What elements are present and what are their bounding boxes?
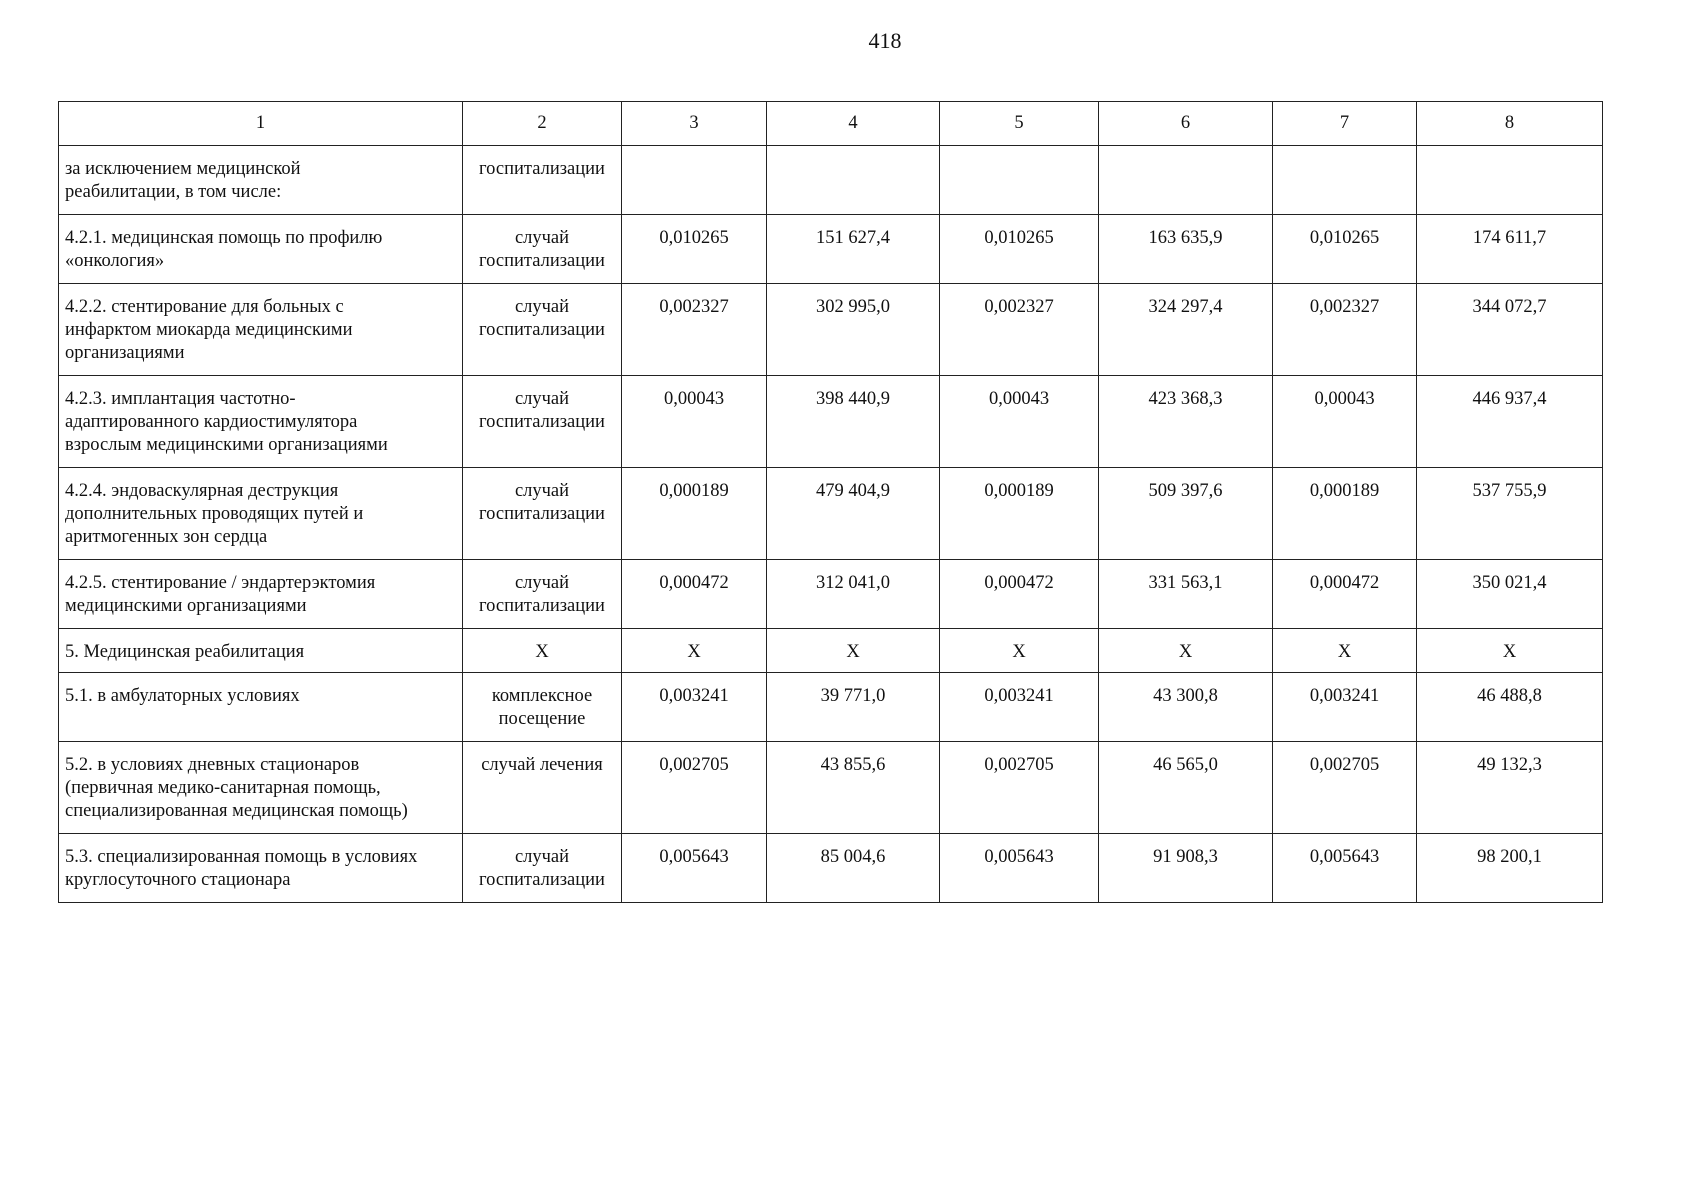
cell-text: 302 995,0 xyxy=(816,297,890,317)
value-cell xyxy=(622,629,767,673)
cell-text: 0,005643 xyxy=(659,847,729,867)
value-cell xyxy=(622,673,767,742)
value-cell xyxy=(1099,834,1273,903)
cell-text: 46 488,8 xyxy=(1477,686,1542,706)
cell-text: 43 855,6 xyxy=(820,755,886,775)
cell-text: 446 937,4 xyxy=(1472,389,1547,409)
table-row xyxy=(59,215,1603,284)
cell-text: Х xyxy=(1178,642,1193,662)
cell-text: 350 021,4 xyxy=(1472,573,1547,593)
value-cell xyxy=(1273,284,1417,376)
cell-text: 479 404,9 xyxy=(816,481,890,501)
value-cell xyxy=(622,560,767,629)
data-table xyxy=(58,101,1603,903)
cell-text: Х xyxy=(1012,642,1026,662)
cell-text: 0,002327 xyxy=(1309,297,1380,317)
value-cell xyxy=(767,629,940,673)
cell-text: 0,000189 xyxy=(984,481,1054,501)
cell-text: 0,000189 xyxy=(1309,481,1380,501)
header-cell: 7 xyxy=(1273,102,1417,146)
cell-text: 5. Медицинская реабилитация xyxy=(65,642,305,662)
value-cell xyxy=(1417,376,1603,468)
row-name-cell xyxy=(59,215,463,284)
cell-text: 0,003241 xyxy=(659,686,729,706)
row-name-cell xyxy=(59,468,463,560)
header-cell: 1 xyxy=(59,102,463,146)
cell-text: случай госпитализации xyxy=(479,573,605,616)
value-cell xyxy=(767,215,940,284)
value-cell xyxy=(1099,146,1273,215)
value-cell xyxy=(940,146,1099,215)
value-cell xyxy=(1099,742,1273,834)
cell-text: 423 368,3 xyxy=(1148,389,1223,409)
header-cell: 8 xyxy=(1417,102,1603,146)
cell-text: 0,000189 xyxy=(659,481,729,501)
cell-text: 0,003241 xyxy=(984,686,1054,706)
cell-text: случай госпитализации xyxy=(479,297,605,340)
cell-text: 0,002705 xyxy=(984,755,1054,775)
value-cell xyxy=(940,284,1099,376)
cell-text: 163 635,9 xyxy=(1148,228,1223,248)
row-name-cell xyxy=(59,376,463,468)
cell-text: 5.3. специализированная помощь в условиях круглосуточного стационара xyxy=(65,847,418,890)
table-row xyxy=(59,673,1603,742)
value-cell xyxy=(940,376,1099,468)
value-cell xyxy=(767,673,940,742)
value-cell xyxy=(1417,834,1603,903)
value-cell xyxy=(622,284,767,376)
value-cell xyxy=(622,215,767,284)
value-cell xyxy=(1417,146,1603,215)
value-cell xyxy=(622,742,767,834)
value-cell xyxy=(940,834,1099,903)
cell-text: 0,003241 xyxy=(1309,686,1380,706)
table-row xyxy=(59,742,1603,834)
cell-text: 0,000472 xyxy=(659,573,729,593)
unit-cell xyxy=(463,560,622,629)
unit-cell xyxy=(463,284,622,376)
cell-text: 4.2.3. имплантация частотно- адаптированного кардиостимулятора взрослым медицинскими организациями xyxy=(65,389,388,455)
cell-text: случай госпитализации xyxy=(479,228,605,271)
cell-text: госпитализации xyxy=(479,159,605,179)
table-row xyxy=(59,560,1603,629)
cell-text: 0,010265 xyxy=(984,228,1054,248)
cell-text: 98 200,1 xyxy=(1477,847,1542,867)
value-cell xyxy=(1417,742,1603,834)
value-cell xyxy=(767,834,940,903)
cell-text: 4.2.4. эндоваскулярная деструкция дополнительных проводящих путей и аритмогенных зон сердца xyxy=(65,481,364,547)
cell-text: 0,000472 xyxy=(1309,573,1380,593)
row-name-cell xyxy=(59,284,463,376)
unit-cell xyxy=(463,834,622,903)
row-name-cell xyxy=(59,673,463,742)
cell-text: 0,005643 xyxy=(984,847,1054,867)
cell-text: 4.2.2. стентирование для больных с инфарктом миокарда медицинскими организациями xyxy=(65,297,353,363)
cell-text: 91 908,3 xyxy=(1153,847,1218,867)
table-row xyxy=(59,468,1603,560)
cell-text: 509 397,6 xyxy=(1148,481,1223,501)
cell-text: 0,002327 xyxy=(984,297,1054,317)
cell-text: 344 072,7 xyxy=(1472,297,1547,317)
header-cell: 5 xyxy=(940,102,1099,146)
cell-text: 49 132,3 xyxy=(1477,755,1542,775)
cell-text: 331 563,1 xyxy=(1148,573,1223,593)
cell-text: Х xyxy=(1337,642,1352,662)
cell-text: за исключением медицинской реабилитации, в том числе: xyxy=(65,159,301,202)
value-cell xyxy=(1417,284,1603,376)
value-cell xyxy=(1273,468,1417,560)
value-cell xyxy=(767,468,940,560)
cell-text: случай госпитализации xyxy=(479,389,605,432)
cell-text: 46 565,0 xyxy=(1153,755,1218,775)
value-cell xyxy=(1273,560,1417,629)
table-row xyxy=(59,834,1603,903)
unit-cell xyxy=(463,629,622,673)
cell-text: Х xyxy=(1502,642,1517,662)
value-cell xyxy=(622,468,767,560)
unit-cell xyxy=(463,673,622,742)
value-cell xyxy=(767,376,940,468)
cell-text: 398 440,9 xyxy=(816,389,890,409)
value-cell xyxy=(1417,629,1603,673)
cell-text: случай лечения xyxy=(481,755,603,775)
value-cell xyxy=(1273,146,1417,215)
cell-text: 4.2.1. медицинская помощь по профилю «онкология» xyxy=(65,228,383,271)
value-cell xyxy=(1273,742,1417,834)
unit-cell xyxy=(463,376,622,468)
value-cell xyxy=(622,146,767,215)
row-name-cell xyxy=(59,146,463,215)
value-cell xyxy=(767,742,940,834)
value-cell xyxy=(767,560,940,629)
table-row xyxy=(59,376,1603,468)
row-name-cell xyxy=(59,629,463,673)
cell-text: 39 771,0 xyxy=(820,686,886,706)
cell-text: 0,010265 xyxy=(1309,228,1380,248)
value-cell xyxy=(1417,560,1603,629)
table-row xyxy=(59,146,1603,215)
table-row xyxy=(59,284,1603,376)
cell-text: 537 755,9 xyxy=(1472,481,1547,501)
value-cell xyxy=(1273,629,1417,673)
unit-cell xyxy=(463,742,622,834)
row-name-cell xyxy=(59,834,463,903)
cell-text: Х xyxy=(535,642,549,662)
row-name-cell xyxy=(59,560,463,629)
value-cell xyxy=(622,834,767,903)
value-cell xyxy=(622,376,767,468)
cell-text: случай госпитализации xyxy=(479,481,605,524)
value-cell xyxy=(1099,215,1273,284)
row-name-cell xyxy=(59,742,463,834)
value-cell xyxy=(1099,468,1273,560)
cell-text: 0,002705 xyxy=(659,755,729,775)
cell-text: 0,010265 xyxy=(659,228,729,248)
value-cell xyxy=(940,629,1099,673)
cell-text: 151 627,4 xyxy=(816,228,890,248)
cell-text: 43 300,8 xyxy=(1153,686,1218,706)
value-cell xyxy=(940,742,1099,834)
value-cell xyxy=(1273,376,1417,468)
value-cell xyxy=(940,468,1099,560)
value-cell xyxy=(1099,376,1273,468)
cell-text: 174 611,7 xyxy=(1472,228,1547,248)
cell-text: комплексное посещение xyxy=(491,686,593,729)
cell-text: Х xyxy=(846,642,860,662)
unit-cell xyxy=(463,215,622,284)
cell-text: 0,000472 xyxy=(984,573,1054,593)
header-row xyxy=(59,102,1603,146)
header-cell: 4 xyxy=(767,102,940,146)
table-row xyxy=(59,629,1603,673)
value-cell xyxy=(1417,468,1603,560)
value-cell xyxy=(1099,629,1273,673)
unit-cell xyxy=(463,146,622,215)
cell-text: 0,00043 xyxy=(663,389,725,409)
cell-text: 4.2.5. стентирование / эндартерэктомия медицинскими организациями xyxy=(65,573,376,616)
cell-text: 85 004,6 xyxy=(820,847,886,867)
value-cell xyxy=(1417,673,1603,742)
header-cell: 2 xyxy=(463,102,622,146)
value-cell xyxy=(940,673,1099,742)
value-cell xyxy=(1099,284,1273,376)
value-cell xyxy=(1099,673,1273,742)
cell-text: случай госпитализации xyxy=(479,847,605,890)
cell-text: Х xyxy=(687,642,701,662)
value-cell xyxy=(1273,215,1417,284)
unit-cell xyxy=(463,468,622,560)
header-cell: 3 xyxy=(622,102,767,146)
cell-text: 0,002705 xyxy=(1309,755,1380,775)
value-cell xyxy=(767,284,940,376)
header-cell: 6 xyxy=(1099,102,1273,146)
value-cell xyxy=(940,215,1099,284)
value-cell xyxy=(1417,215,1603,284)
cell-text: 5.2. в условиях дневных стационаров (первичная медико-санитарная помощь, специализированная медицинская помощь) xyxy=(65,755,408,821)
value-cell xyxy=(940,560,1099,629)
page-number: 418 xyxy=(868,28,902,53)
cell-text: 0,00043 xyxy=(988,389,1050,409)
cell-text: 5.1. в амбулаторных условиях xyxy=(65,686,300,706)
cell-text: 0,00043 xyxy=(1314,389,1375,409)
cell-text: 0,005643 xyxy=(1309,847,1380,867)
value-cell xyxy=(1099,560,1273,629)
cell-text: 312 041,0 xyxy=(816,573,890,593)
value-cell xyxy=(767,146,940,215)
value-cell xyxy=(1273,673,1417,742)
value-cell xyxy=(1273,834,1417,903)
cell-text: 324 297,4 xyxy=(1148,297,1223,317)
cell-text: 0,002327 xyxy=(659,297,729,317)
